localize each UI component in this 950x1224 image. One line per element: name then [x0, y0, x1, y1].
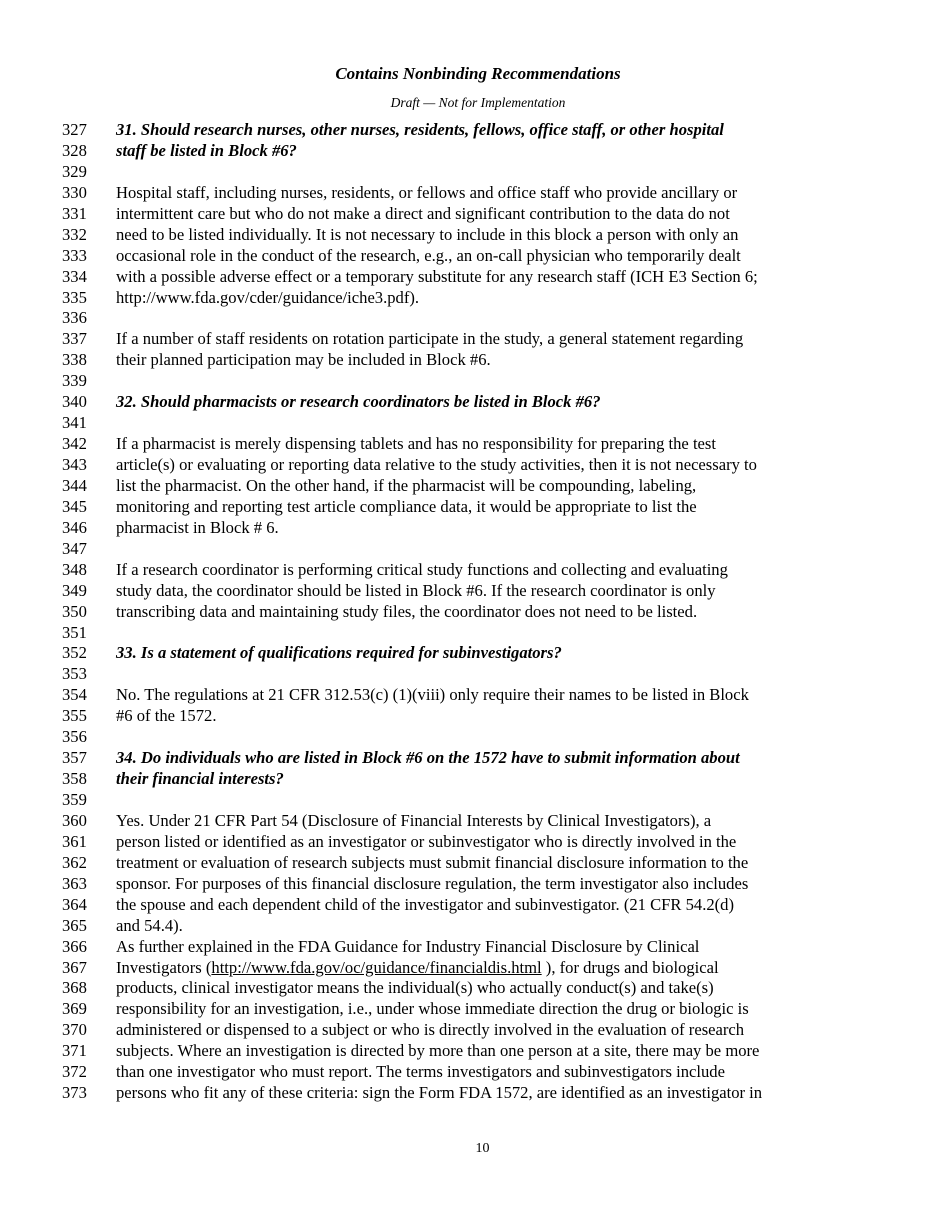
line-number: 371	[62, 1041, 87, 1061]
line-text: transcribing data and maintaining study files, the coordinator does not need to be listed.	[116, 601, 698, 621]
text-line	[0, 476, 950, 497]
question-line	[0, 748, 950, 769]
line-number: 350	[62, 601, 87, 621]
line-text: If a research coordinator is performing critical study functions and collecting and evaluating	[116, 559, 728, 579]
line-text: and 54.4).	[116, 915, 183, 935]
line-text: occasional role in the conduct of the research, e.g., an on-call physician who temporarily dealt	[116, 245, 741, 265]
text-line	[0, 329, 950, 350]
line-text: products, clinical investigator means the individual(s) who actually conduct(s) and take(s)	[116, 978, 714, 998]
guidance-link[interactable]: http://www.fda.gov/oc/guidance/financialdis.html	[211, 957, 542, 977]
line-text: As further explained in the FDA Guidance for Industry Financial Disclosure by Clinical	[116, 936, 700, 956]
line-text: subjects. Where an investigation is directed by more than one person at a site, there may be more	[116, 1041, 760, 1061]
line-text: Yes. Under 21 CFR Part 54 (Disclosure of Financial Interests by Clinical Investigators), a	[116, 810, 712, 830]
line-number: 355	[62, 706, 87, 726]
line-text: than one investigator who must report. The terms investigators and subinvestigators include	[116, 1062, 725, 1082]
text-line	[0, 916, 950, 937]
line-text: No. The regulations at 21 CFR 312.53(c) (1)(viii) only require their names to be listed in Block	[116, 685, 749, 705]
line-text: http://www.fda.gov/cder/guidance/iche3.pdf).	[116, 287, 420, 307]
line-number: 357	[62, 748, 87, 768]
text-line	[0, 895, 950, 916]
question-line	[0, 141, 950, 162]
line-text: responsibility for an investigation, i.e., under whose immediate direction the drug or biologic is	[116, 999, 749, 1019]
line-number: 340	[62, 392, 87, 412]
line-text: 33. Is a statement of qualifications required for subinvestigators?	[116, 643, 562, 663]
line-number: 347	[62, 538, 87, 558]
text-line	[0, 790, 950, 811]
question-line	[0, 392, 950, 413]
line-number: 356	[62, 727, 87, 747]
text-line	[0, 581, 950, 602]
text-line	[0, 183, 950, 204]
text-line	[0, 434, 950, 455]
text-line	[0, 1020, 950, 1041]
line-number: 342	[62, 434, 87, 454]
text-line	[0, 1083, 950, 1104]
line-text: article(s) or evaluating or reporting data relative to the study activities, then it is not necessary to	[116, 455, 757, 474]
question-line	[0, 643, 950, 664]
line-number: 352	[62, 643, 87, 663]
line-text: Investigators (http://www.fda.gov/oc/guidance/financialdis.html ), for drugs and biological	[116, 957, 719, 977]
line-number: 361	[62, 831, 87, 851]
line-number: 364	[62, 894, 87, 914]
text-line	[0, 958, 950, 979]
page-header-subtitle: Draft — Not for Implementation	[390, 95, 566, 110]
text-line	[0, 267, 950, 288]
line-number: 360	[62, 810, 87, 830]
line-text: administered or dispensed to a subject or who is directly involved in the evaluation of research	[116, 1020, 745, 1040]
line-number: 368	[62, 978, 87, 998]
line-text: If a number of staff residents on rotation participate in the study, a general statement regarding	[116, 329, 744, 349]
line-text: list the pharmacist. On the other hand, if the pharmacist will be compounding, labeling,	[116, 475, 697, 495]
line-text: treatment or evaluation of research subjects must submit financial disclosure information to the	[116, 852, 749, 872]
text-line	[0, 413, 950, 434]
document-body	[0, 120, 950, 1104]
line-number: 369	[62, 999, 87, 1019]
line-number: 345	[62, 496, 87, 516]
text-line	[0, 455, 950, 476]
line-number: 330	[62, 182, 87, 202]
text-line	[0, 539, 950, 560]
line-number: 336	[62, 308, 87, 328]
line-number: 367	[62, 957, 87, 977]
line-number: 344	[62, 475, 87, 495]
text-line	[0, 1062, 950, 1083]
text-line	[0, 853, 950, 874]
text-line	[0, 560, 950, 581]
line-number: 341	[62, 413, 87, 433]
line-number: 329	[62, 161, 87, 181]
text-line	[0, 602, 950, 623]
text-line	[0, 162, 950, 183]
text-line	[0, 308, 950, 329]
line-number: 338	[62, 350, 87, 370]
line-text: Hospital staff, including nurses, residents, or fellows and office staff who provide ancillary or	[116, 182, 738, 202]
text-line	[0, 246, 950, 267]
text-line	[0, 811, 950, 832]
text-line	[0, 288, 950, 309]
text-line	[0, 204, 950, 225]
line-number: 362	[62, 852, 87, 872]
line-text: the spouse and each dependent child of the investigator and subinvestigator. (21 CFR 54.2(d)	[116, 894, 734, 914]
line-number: 335	[62, 287, 87, 307]
text-line	[0, 225, 950, 246]
text-line	[0, 371, 950, 392]
line-number: 327	[62, 120, 87, 139]
text-line	[0, 978, 950, 999]
line-number: 349	[62, 580, 87, 600]
line-text: 34. Do individuals who are listed in Block #6 on the 1572 have to submit information about	[116, 748, 740, 768]
line-text: their planned participation may be included in Block #6.	[116, 350, 491, 370]
line-number: 365	[62, 915, 87, 935]
line-number: 343	[62, 455, 87, 474]
line-number: 333	[62, 245, 87, 265]
text-line	[0, 1041, 950, 1062]
line-number: 351	[62, 622, 87, 642]
line-text: intermittent care but who do not make a direct and significant contribution to the data do not	[116, 203, 730, 223]
line-number: 359	[62, 790, 87, 809]
text-line	[0, 832, 950, 853]
text-line	[0, 727, 950, 748]
text-line	[0, 497, 950, 518]
line-text: If a pharmacist is merely dispensing tablets and has no responsibility for preparing the test	[116, 434, 716, 454]
line-number: 353	[62, 664, 87, 684]
text-line	[0, 937, 950, 958]
line-text: their financial interests?	[116, 769, 284, 789]
line-number: 328	[62, 140, 87, 160]
line-number: 332	[62, 224, 87, 244]
line-number: 337	[62, 329, 87, 349]
line-number: 339	[62, 371, 87, 391]
text-line	[0, 999, 950, 1020]
text-line	[0, 518, 950, 539]
line-number: 354	[62, 685, 87, 705]
text-line	[0, 623, 950, 644]
line-text: study data, the coordinator should be listed in Block #6. If the research coordinator is only	[116, 580, 716, 600]
question-line	[0, 120, 950, 141]
line-number: 370	[62, 1020, 87, 1040]
line-text: 32. Should pharmacists or research coordinators be listed in Block #6?	[116, 392, 601, 412]
line-text: 31. Should research nurses, other nurses, residents, fellows, office staff, or other hospital	[116, 120, 724, 139]
text-line	[0, 874, 950, 895]
line-text: with a possible adverse effect or a temporary substitute for any research staff (ICH E3 Section 6;	[116, 266, 758, 286]
line-number: 358	[62, 769, 87, 789]
line-number: 348	[62, 559, 87, 579]
text-line	[0, 685, 950, 706]
line-number: 346	[62, 517, 87, 537]
line-number: 373	[62, 1083, 87, 1103]
line-text: pharmacist in Block # 6.	[116, 517, 279, 537]
line-number: 331	[62, 203, 87, 223]
question-line	[0, 769, 950, 790]
line-number: 334	[62, 266, 87, 286]
line-text: person listed or identified as an investigator or subinvestigator who is directly involved in the	[116, 831, 737, 851]
page-number: 10	[475, 1141, 490, 1156]
text-line	[0, 706, 950, 727]
line-text: sponsor. For purposes of this financial disclosure regulation, the term investigator also includes	[116, 873, 749, 893]
line-text: staff be listed in Block #6?	[116, 140, 297, 160]
line-number: 363	[62, 873, 87, 893]
line-text: monitoring and reporting test article compliance data, it would be appropriate to list the	[116, 496, 697, 516]
line-text: persons who fit any of these criteria: sign the Form FDA 1572, are identified as an investigator in	[116, 1083, 763, 1103]
line-number: 366	[62, 936, 87, 956]
line-text: need to be listed individually. It is not necessary to include in this block a person with only an	[116, 224, 739, 244]
page-header-title: Contains Nonbinding Recommendations	[335, 64, 621, 83]
line-number: 372	[62, 1062, 87, 1082]
text-line	[0, 664, 950, 685]
line-text: #6 of the 1572.	[116, 706, 217, 726]
text-line	[0, 350, 950, 371]
